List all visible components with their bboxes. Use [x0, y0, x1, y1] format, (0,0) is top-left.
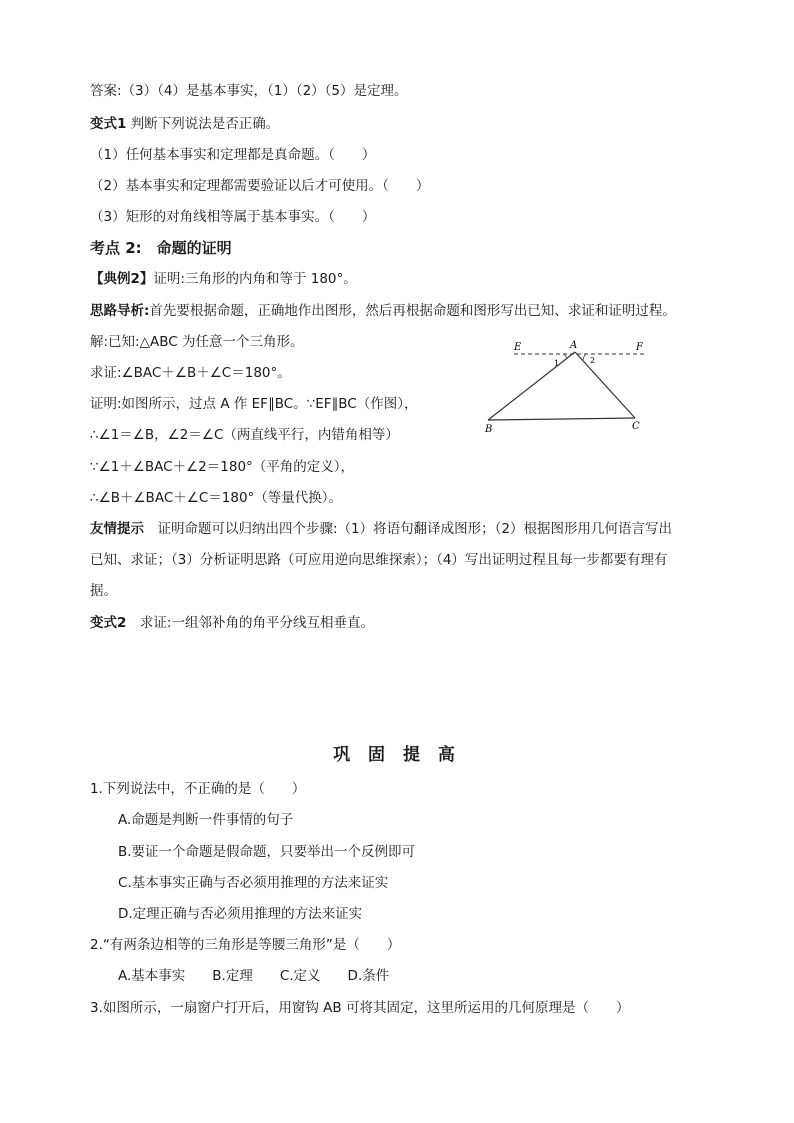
- side-ac: [575, 352, 635, 418]
- example2-line: [90, 270, 357, 288]
- variant1-item-3: （3）矩形的对角线相等属于基本事实。（ ）: [90, 209, 376, 225]
- solution-line-5: ∵∠1＋∠BAC＋∠2＝180°（平角的定义），: [90, 459, 355, 475]
- consolidation-title: 巩 固 提 高: [333, 745, 461, 765]
- guide-line: [90, 302, 676, 320]
- tip-line-1: [90, 520, 672, 538]
- label-a: A: [570, 340, 578, 351]
- section-heading-proof: 考点 2: 命题的证明: [90, 239, 232, 257]
- side-bc: [488, 418, 635, 420]
- example2-label: 【典例2】: [90, 271, 154, 287]
- example2-text: 证明:三角形的内角和等于 180°。: [153, 271, 357, 287]
- tip-line-2: 已知、求证；（3）分析证明思路（可应用逆向思维探索）；（4）写出证明过程且每一步都要有理有: [90, 552, 668, 568]
- tip-label: 友情提示: [90, 521, 144, 537]
- tip-line-3: 据。: [90, 583, 117, 599]
- label-c: C: [632, 421, 640, 432]
- question-3: 3.如图所示，一扇窗户打开后，用窗钩 AB 可将其固定，这里所运用的几何原理是（ ）: [90, 1000, 630, 1016]
- label-e: E: [514, 342, 522, 353]
- guide-label: 思路导析:: [90, 303, 150, 319]
- side-ab: [488, 352, 575, 420]
- angle-1-arc: [564, 354, 567, 359]
- variant1-line: [90, 115, 279, 133]
- q2-options: A.基本事实 B.定理 C.定义 D.条件: [118, 968, 390, 984]
- variant2-text: 求证:一组邻补角的角平分线互相垂直。: [126, 615, 374, 631]
- label-angle-1: 1: [554, 359, 560, 368]
- q1-option-c: C.基本事实正确与否必须用推理的方法来证实: [118, 875, 389, 891]
- label-f: F: [636, 342, 643, 353]
- label-b: B: [485, 424, 493, 434]
- q1-option-b: B.要证一个命题是假命题，只要举出一个反例即可: [118, 844, 416, 860]
- variant2-line: [90, 614, 374, 632]
- solution-line-3: 证明:如图所示，过点 A 作 EF∥BC。∵EF∥BC（作图），: [90, 396, 418, 412]
- solution-line-2: 求证:∠BAC＋∠B＋∠C＝180°。: [90, 365, 291, 381]
- solution-line-4: ∴∠1＝∠B，∠2＝∠C（两直线平行，内错角相等）: [90, 427, 399, 443]
- q1-option-d: D.定理正确与否必须用推理的方法来证实: [118, 906, 363, 922]
- variant1-item-2: （2）基本事实和定理都需要验证以后才可使用。（ ）: [90, 178, 430, 194]
- angle-2-arc: [583, 354, 586, 360]
- question-1: 1.下列说法中，不正确的是（ ）: [90, 781, 306, 797]
- variant1-item-1: （1）任何基本事实和定理都是真命题。（ ）: [90, 147, 376, 163]
- label-angle-2: 2: [590, 356, 596, 365]
- variant1-text: 判断下列说法是否正确。: [126, 116, 280, 132]
- triangle-figure: [478, 334, 658, 434]
- q1-option-a: A.命题是判断一件事情的句子: [118, 812, 294, 828]
- variant2-label: 变式2: [90, 615, 127, 631]
- solution-line-6: ∴∠B＋∠BAC＋∠C＝180°（等量代换）。: [90, 490, 343, 506]
- question-2: 2.“有两条边相等的三角形是等腰三角形”是（ ）: [90, 937, 401, 953]
- solution-line-1: 解:已知:△ABC 为任意一个三角形。: [90, 334, 304, 350]
- variant1-label: 变式1: [90, 116, 127, 132]
- guide-text: 首先要根据命题，正确地作出图形，然后再根据命题和图形写出已知、求证和证明过程。: [149, 303, 676, 319]
- answer-line: 答案:（3）（4）是基本事实，（1）（2）（5）是定理。: [90, 83, 408, 99]
- tip-text-1: 证明命题可以归纳出四个步骤:（1）将语句翻译成图形；（2）根据图形用几何语言写出: [144, 521, 672, 537]
